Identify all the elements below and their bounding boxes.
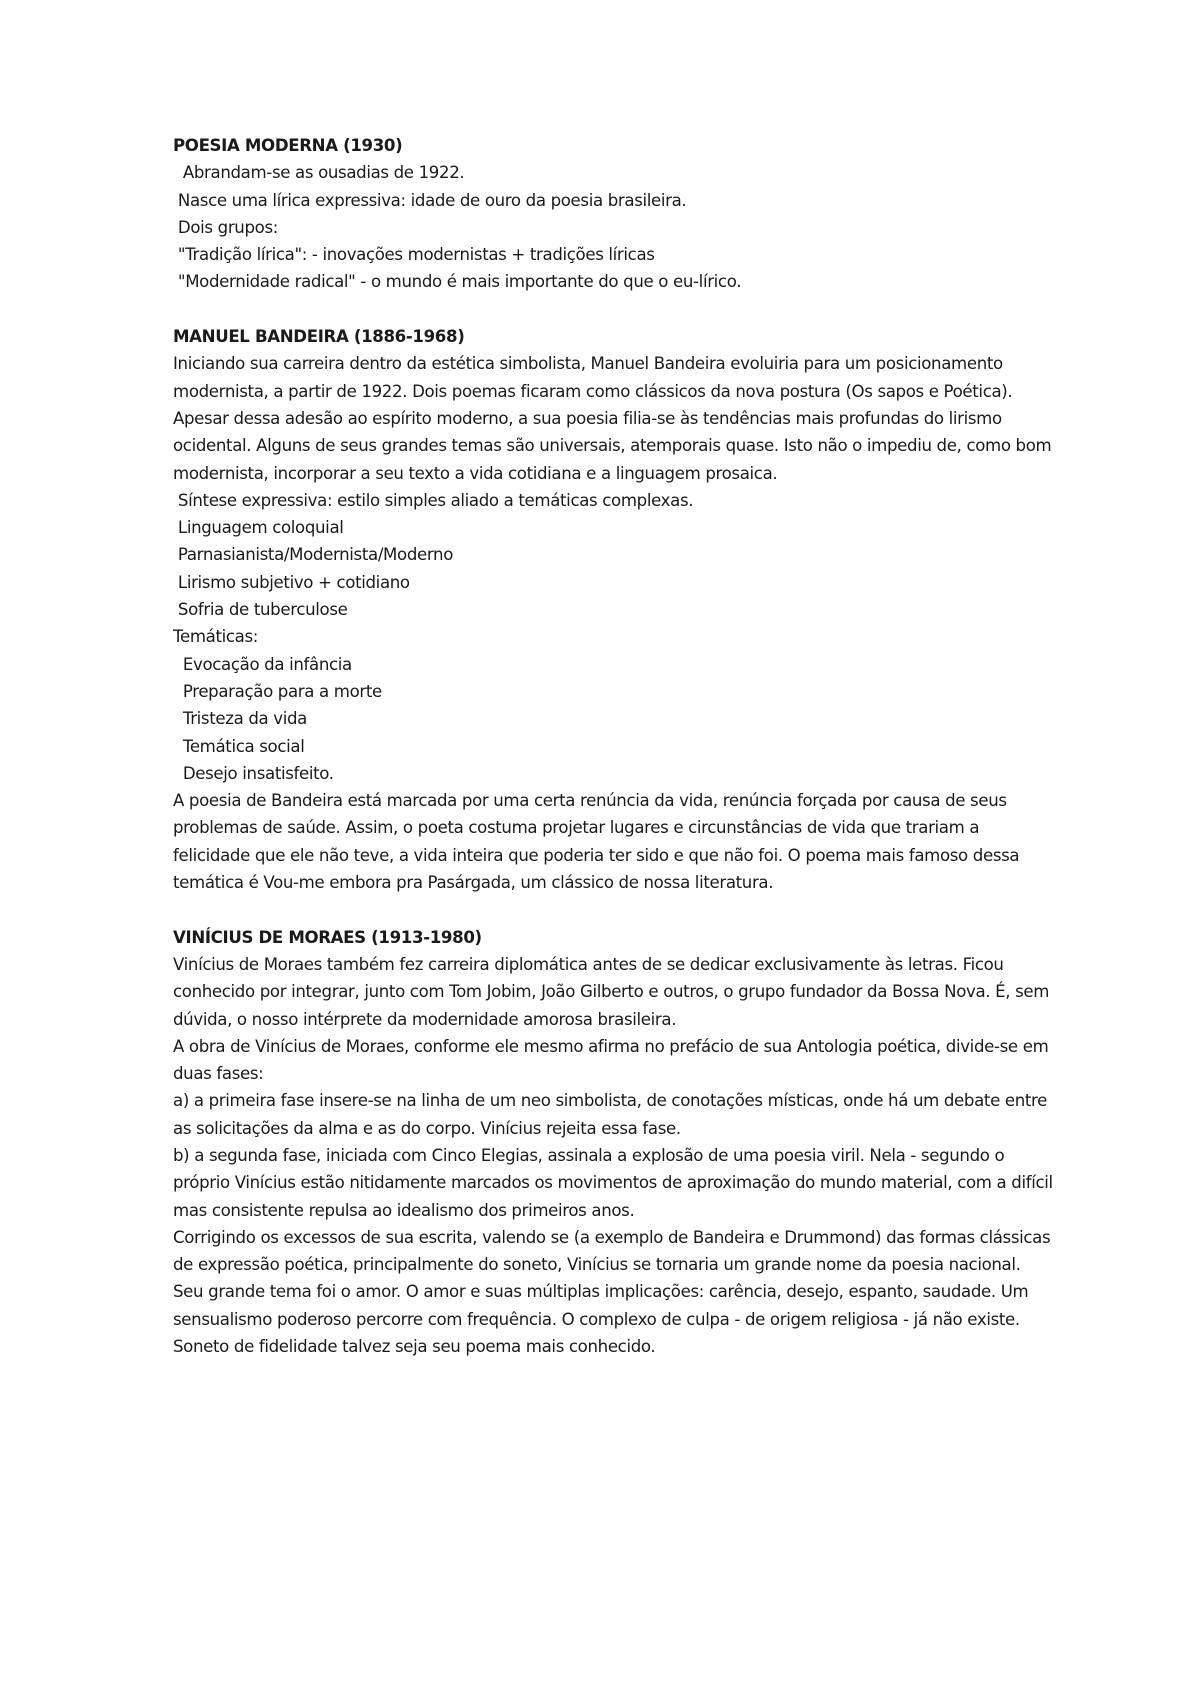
spacer — [173, 296, 1053, 323]
list-item: Parnasianista/Modernista/Moderno — [173, 545, 454, 565]
paragraph: Corrigindo os excessos de sua escrita, valendo se (a exemplo de Bandeira e Drummond) das formas clássicas de expressão poética, principalmente do soneto, Vinícius se tornaria um grande nome da poesia nacional. Seu grande tema foi o amor. O amor e suas múltiplas implicações: carência, desejo, espanto, saudade. Um sensualismo poderoso percorre com frequência. O complexo de culpa - de origem religiosa - já não existe. Soneto de fidelidade talvez seja seu poema mais conhecido. — [173, 1227, 1051, 1357]
list-item: Evocação da infância — [173, 654, 352, 674]
list-item: Linguagem coloquial — [173, 518, 344, 538]
text-line: Abrandam-se as ousadias de 1922. — [173, 163, 465, 183]
section-heading-poesia-moderna: POESIA MODERNA (1930) — [173, 136, 403, 155]
list-item: Preparação para a morte — [173, 681, 382, 701]
list-item: Lirismo subjetivo + cotidiano — [173, 572, 410, 592]
paragraph: A poesia de Bandeira está marcada por uma certa renúncia da vida, renúncia forçada por causa de seus problemas de saúde. Assim, o poeta costuma projetar lugares e circunstâncias de vida que trariam a felicidade que ele não teve, a vida inteira que poderia ter sido e que não foi. O poema mais famoso dessa temática é Vou-me embora pra Pasárgada, um clássico de nossa literatura. — [173, 791, 1020, 893]
text-line: Nasce uma lírica expressiva: idade de ouro da poesia brasileira. — [173, 190, 687, 210]
list-item: Sofria de tuberculose — [173, 600, 348, 620]
text-line: Dois grupos: — [173, 217, 278, 237]
section-heading-manuel-bandeira: MANUEL BANDEIRA (1886-1968) — [173, 327, 465, 347]
text-line: "Modernidade radical" - o mundo é mais importante do que o eu-lírico. — [173, 272, 742, 292]
list-item: Tristeza da vida — [173, 709, 308, 729]
paragraph: Vinícius de Moraes também fez carreira diplomática antes de se dedicar exclusivamente às letras. Ficou conhecido por integrar, junto com Tom Jobim, João Gilberto e outros, o grupo fundador da Bossa Nova. É, sem dúvida, o nosso intérprete da modernidade amorosa brasileira. — [173, 954, 1050, 1029]
paragraph: b) a segunda fase, iniciada com Cinco Elegias, assinala a explosão de uma poesia viril. Nela - segundo o próprio Vinícius estão nitidamente marcados os movimentos de aproximação do mundo material, com a difícil mas consistente repulsa ao idealismo dos primeiros anos. — [173, 1145, 1053, 1220]
tematicas-label: Temáticas: — [173, 627, 259, 647]
paragraph: a) a primeira fase insere-se na linha de um neo simbolista, de conotações místicas, onde há um debate entre as solicitações da alma e as do corpo. Vinícius rejeita essa fase. — [173, 1091, 1048, 1138]
section-heading-vinicius-de-moraes: VINÍCIUS DE MORAES (1913-1980) — [173, 927, 482, 947]
paragraph: A obra de Vinícius de Moraes, conforme ele mesmo afirma no prefácio de sua Antologia poética, divide-se em duas fases: — [173, 1036, 1049, 1084]
list-item: Desejo insatisfeito. — [173, 763, 334, 783]
paragraph: Iniciando sua carreira dentro da estética simbolista, Manuel Bandeira evoluiria para um posicionamento modernista, a partir de 1922. Dois poemas ficaram como clássicos da nova postura (Os sapos e Poética). Apesar dessa adesão ao espírito moderno, a sua poesia filia-se às tendências mais profundas do lirismo ocidental. Alguns de seus grandes temas são universais, atemporais quase. Isto não o impediu de, como bom modernista, incorporar a seu texto a vida cotidiana e a linguagem prosaica. — [173, 354, 1052, 483]
list-item: Temática social — [173, 736, 305, 756]
spacer — [173, 896, 1053, 923]
list-item: Síntese expressiva: estilo simples aliado a temáticas complexas. — [173, 490, 694, 510]
document-page — [173, 132, 1053, 1360]
text-line: "Tradição lírica": - inovações modernistas + tradições líricas — [173, 245, 655, 265]
